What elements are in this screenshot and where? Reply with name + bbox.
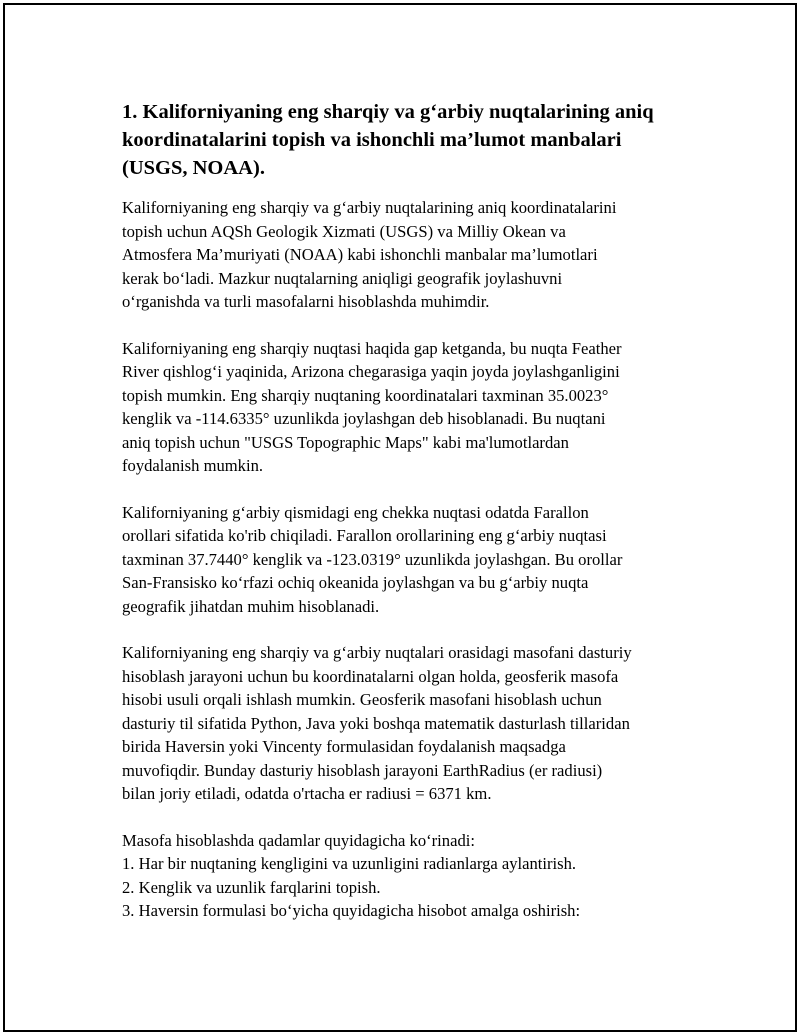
paragraph-line: hisobi usuli orqali ishlash mumkin. Geosferik masofani hisoblash uchun <box>122 690 602 709</box>
paragraph-line: Kaliforniyaning eng sharqiy va g‘arbiy nuqtalarining aniq koordinatalarini <box>122 198 617 217</box>
paragraph-line: aniq topish uchun "USGS Topographic Maps" kabi ma'lumotlardan <box>122 432 569 452</box>
paragraph-line: Kaliforniyaning eng sharqiy va g‘arbiy nuqtalari orasidagi masofani dasturiy <box>122 643 632 662</box>
paragraph-east-point <box>122 337 702 478</box>
paragraph-line: bilan joriy etiladi, odatda o'rtacha er radiusi = 6371 km. <box>122 784 492 803</box>
paragraph-west-point <box>122 501 702 619</box>
steps-intro: Masofa hisoblashda qadamlar quyidagicha ko‘rinadi: <box>122 830 475 850</box>
step-item: 3. Haversin formulasi bo‘yicha quyidagicha hisobot amalga oshirish: <box>122 901 581 920</box>
paragraph-line: o‘rganishda va turli masofalarni hisoblashda muhimdir. <box>122 292 490 311</box>
paragraph-distance-calculation <box>122 641 702 806</box>
paragraph-line: kenglik va -114.6335° uzunlikda joylashgan deb hisoblanadi. Bu nuqtani <box>122 409 606 428</box>
paragraph-line: geografik jihatdan muhim hisoblanadi. <box>122 596 380 616</box>
paragraph-line: topish uchun AQSh Geologik Xizmati (USGS) va Milliy Okean va <box>122 221 566 241</box>
heading-line: 1. Kaliforniyaning eng sharqiy va g‘arbiy nuqtalarining aniq <box>122 101 654 123</box>
paragraph-line: muvofiqdir. Bunday dasturiy hisoblash jarayoni EarthRadius (er radiusi) <box>122 760 603 780</box>
paragraph-line: dasturiy til sifatida Python, Java yoki boshqa matematik dasturlash tillaridan <box>122 713 630 733</box>
paragraph-line: birida Haversin yoki Vincenty formulasidan foydalanish maqsadga <box>122 737 566 756</box>
paragraph-line: foydalanish mumkin. <box>122 456 264 475</box>
paragraph-line: Kaliforniyaning g‘arbiy qismidagi eng chekka nuqtasi odatda Farallon <box>122 502 589 522</box>
paragraph-line: taxminan 37.7440° kenglik va -123.0319° uzunlikda joylashgan. Bu orollar <box>122 549 623 569</box>
heading-line: koordinatalarini topish va ishonchli ma’lumot manbalari <box>122 129 622 151</box>
paragraph-line: Kaliforniyaning eng sharqiy nuqtasi haqida gap ketganda, bu nuqta Feather <box>122 338 622 358</box>
paragraph-line: topish mumkin. Eng sharqiy nuqtaning koordinatalari taxminan 35.0023° <box>122 385 609 405</box>
step-item: 2. Kenglik va uzunlik farqlarini topish. <box>122 877 381 897</box>
paragraph-line: San-Fransisko ko‘rfazi ochiq okeanida joylashgan va bu g‘arbiy nuqta <box>122 573 589 592</box>
page-frame <box>3 3 797 1032</box>
document-body <box>122 98 702 923</box>
paragraph-intro <box>122 196 702 314</box>
paragraph-line: kerak bo‘ladi. Mazkur nuqtalarning aniqligi geografik joylashuvni <box>122 268 563 288</box>
section-heading <box>122 98 702 182</box>
paragraph-line: hisoblash jarayoni uchun bu koordinatalarni olgan holda, geosferik masofa <box>122 666 619 686</box>
paragraph-line: River qishlog‘i yaqinida, Arizona chegarasiga yaqin joyda joylashganligini <box>122 362 620 381</box>
paragraph-line: Atmosfera Ma’muriyati (NOAA) kabi ishonchli manbalar ma’lumotlari <box>122 245 598 264</box>
steps-list <box>122 829 702 923</box>
paragraph-line: orollari sifatida ko'rib chiqiladi. Farallon orollarining eng g‘arbiy nuqtasi <box>122 526 607 545</box>
step-item: 1. Har bir nuqtaning kengligini va uzunligini radianlarga aylantirish. <box>122 854 577 873</box>
heading-line: (USGS, NOAA). <box>122 157 265 179</box>
